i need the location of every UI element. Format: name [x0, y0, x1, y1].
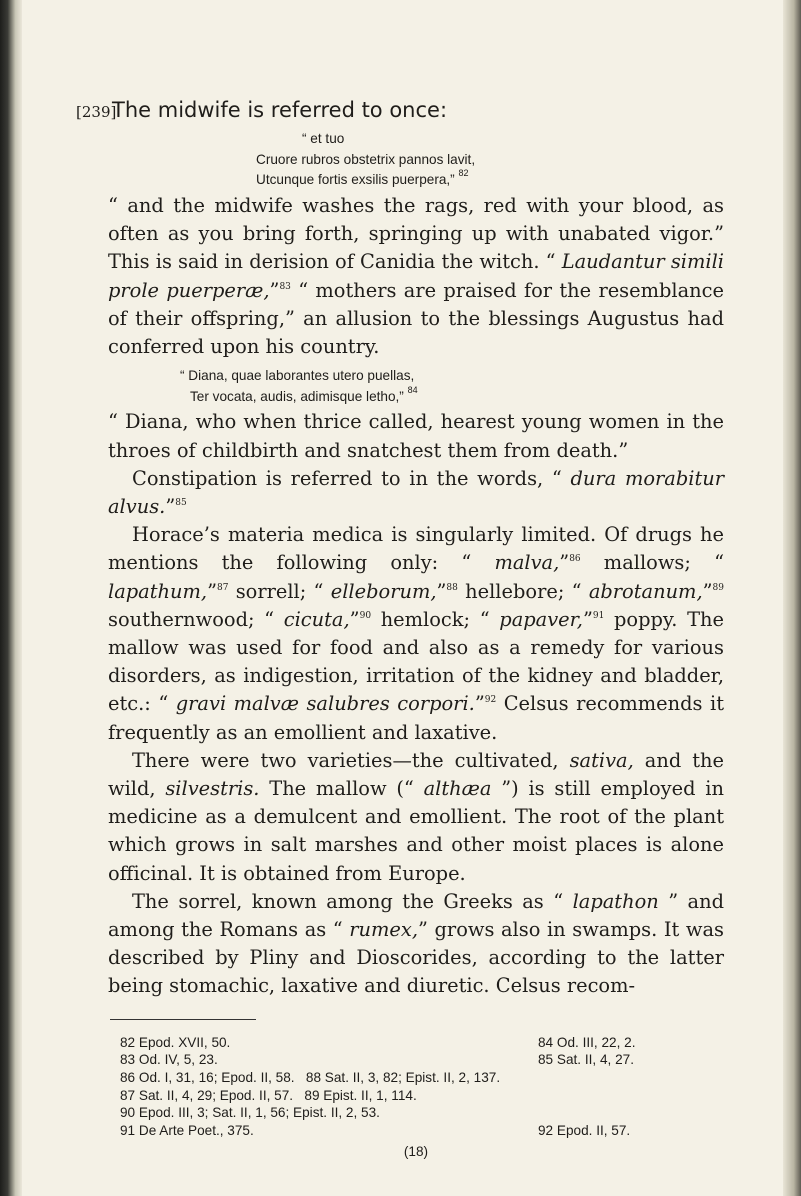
text: The mallow (“ — [259, 777, 424, 801]
text: sorrell; “ — [228, 579, 331, 603]
section-heading: The midwife is referred to once: — [112, 98, 448, 122]
text: ” — [474, 692, 485, 716]
verse-text: Utcunque fortis exsilis puerpera,” — [256, 172, 455, 188]
paragraph-2 — [108, 408, 724, 464]
text: There were two varieties—the cultivated, — [132, 748, 570, 772]
footnote-ref: 89 — [712, 582, 724, 593]
footnote: 87 Sat. II, 4, 29; Epod. II, 57. 89 Epist. II, 1, 114. — [120, 1087, 417, 1103]
text: southernwood; “ — [108, 607, 284, 631]
text: “ and the midwife washes the rags, red with your blood, as often as you bring forth, springing up with unabated vigor.” This is said in derision of Canidia the witch. “ — [108, 193, 724, 274]
text: ” — [269, 278, 280, 302]
paragraph-5 — [108, 747, 724, 888]
latin-phrase: gravi malvæ salubres corpori. — [175, 692, 475, 716]
text: Horace’s materia medica is singularly limited. Of drugs he mentions the following only: “ — [108, 523, 724, 575]
paragraph-4 — [108, 521, 724, 747]
text: Celsus recommends it frequently as an emollient and laxative. — [108, 692, 724, 744]
latin-term: althæa — [423, 777, 492, 801]
verse-text: Ter vocata, audis, adimisque letho,” — [190, 388, 404, 404]
latin-term: malva, — [494, 551, 560, 575]
footnote-ref: 87 — [216, 582, 229, 593]
text: hemlock; “ — [371, 607, 500, 631]
verse-line: “ et tuo — [302, 131, 345, 147]
footnote-row — [108, 1034, 724, 1052]
footnote-ref: 82 — [458, 168, 469, 179]
latin-term: sativa, — [569, 748, 634, 772]
paragraph-6 — [108, 888, 724, 1001]
footnote-ref: 86 — [569, 554, 581, 565]
page-header — [76, 96, 724, 126]
verse-line: Cruore rubros obstetrix pannos lavit, — [256, 151, 476, 167]
latin-term: cicuta, — [283, 607, 350, 631]
book-page — [76, 96, 725, 1166]
page-number: [239] — [76, 103, 117, 121]
text: ” — [349, 607, 360, 631]
footnote: 85 Sat. II, 4, 27. — [538, 1052, 634, 1068]
text: “ mothers are praised for the resemblance of their offspring,” an allusion to the blessings Augustus had conferred upon his country. — [108, 278, 724, 358]
footnote-ref: 84 — [407, 384, 418, 395]
text: ”) is still employed in medicine as a demulcent and emollient. The root of the plant which grows in salt marshes and other moist places is alone officinal. It is obtained from Europe. — [108, 777, 724, 885]
footnote-ref: 88 — [446, 582, 458, 593]
paragraph-1 — [108, 192, 724, 361]
text: ” grows also in swamps. It was described by Pliny and Dioscorides, according to the latter being stomachic, laxative and diuretic. Celsus recom- — [108, 918, 724, 998]
latin-phrase: Laudantur simili prole puerperæ, — [108, 250, 724, 302]
latin-term: rumex, — [349, 918, 419, 942]
verse-line — [180, 384, 724, 408]
verse-line: “ Diana, quae laborantes utero puellas, — [180, 368, 415, 384]
latin-phrase: dura morabitur alvus. — [108, 466, 724, 518]
footnote: 90 Epod. III, 3; Sat. II, 1, 56; Epist. II, 2, 53. — [120, 1105, 380, 1121]
verse-quote-1 — [108, 129, 724, 191]
footnote-ref: 85 — [175, 498, 187, 508]
text: ” — [702, 579, 713, 603]
text: “ Diana, who when thrice called, hearest young women in the throes of childbirth and snatchest them from death.” — [108, 410, 724, 462]
latin-term: papaver, — [499, 607, 583, 631]
footnote-ref: 90 — [359, 610, 372, 621]
page-folio: (18) — [403, 1143, 429, 1159]
verse-line — [256, 170, 724, 191]
text: ” — [207, 579, 217, 603]
footnote-row — [108, 1051, 724, 1069]
text: ” — [165, 495, 176, 518]
latin-term: silvestris. — [165, 777, 260, 801]
latin-term: abrotanum, — [588, 579, 703, 603]
text: ” — [436, 579, 447, 603]
footnote: 84 Od. III, 22, 2. — [538, 1034, 636, 1050]
footnote: 82 Epod. XVII, 50. — [120, 1034, 231, 1050]
latin-term: elleborum, — [330, 579, 437, 603]
footnote: 83 Od. IV, 5, 23. — [120, 1052, 218, 1068]
latin-term: lapathum, — [108, 579, 208, 603]
book-binding-right — [783, 0, 801, 1196]
text: ” — [582, 607, 593, 631]
footnotes — [108, 1034, 724, 1140]
footnote: 91 De Arte Poet., 375. — [120, 1123, 254, 1139]
verse-quote-2 — [108, 366, 724, 407]
text: The sorrel, known among the Greeks as “ — [132, 889, 573, 913]
greek-term: lapathon — [572, 889, 659, 913]
footnote: 86 Od. I, 31, 16; Epod. II, 58. 88 Sat. II, 3, 82; Epist. II, 2, 137. — [120, 1070, 501, 1086]
footnote-ref: 91 — [592, 610, 605, 621]
text: Constipation is referred to in the words, “ — [132, 466, 571, 490]
footnote-divider — [110, 1019, 256, 1020]
text: ” and among the Romans as “ — [108, 889, 725, 942]
paragraph-3 — [108, 465, 724, 521]
book-binding-left — [0, 0, 22, 1196]
text: ” — [559, 551, 570, 575]
footnote: 92 Epod. II, 57. — [538, 1123, 631, 1139]
text: mallows; “ — [580, 551, 724, 575]
text: poppy. The mallow was used for food and also as a remedy for various disorders, as indigestion, irritation of the kidney and bladder, etc.: “ — [108, 607, 724, 716]
footnote-ref: 92 — [484, 695, 497, 706]
text: and the wild, — [108, 748, 725, 801]
text: hellebore; “ — [457, 579, 589, 603]
footnote-ref: 83 — [279, 281, 291, 292]
